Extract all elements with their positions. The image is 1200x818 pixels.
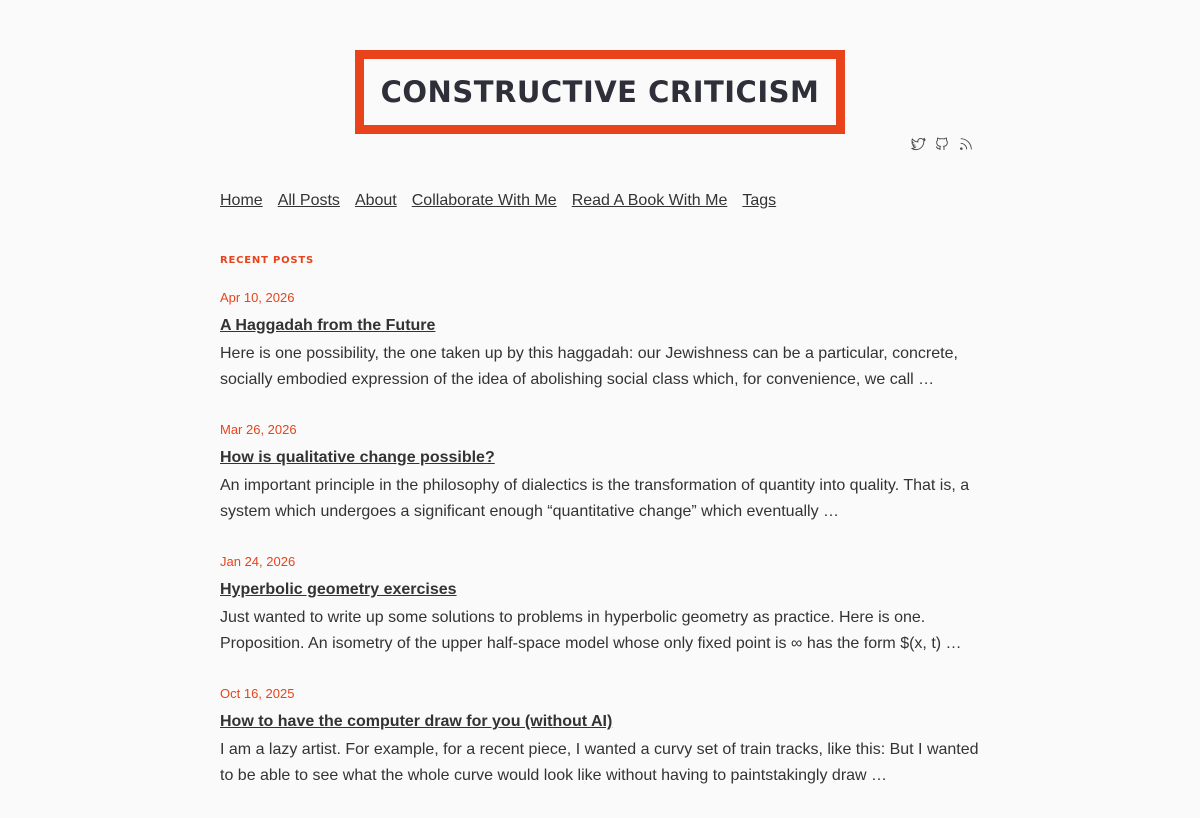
post-title-link[interactable]: A Haggadah from the Future xyxy=(220,317,436,334)
site-logo-inner xyxy=(364,59,836,125)
github-icon[interactable] xyxy=(934,135,950,153)
post-date: Mar 26, 2026 xyxy=(220,422,297,437)
post-date: Oct 16, 2025 xyxy=(220,686,295,701)
social-links xyxy=(910,135,974,153)
post-title-link[interactable]: How to have the computer draw for you (without AI) xyxy=(220,713,613,730)
post-excerpt: An important principle in the philosophy of dialectics is the transformation of quantity into quality. That is, a system which undergoes a significant enough “quantitative change” which eventually … xyxy=(220,477,970,520)
rss-icon[interactable] xyxy=(958,135,974,153)
post-title-link[interactable]: How is qualitative change possible? xyxy=(220,449,495,466)
post-item xyxy=(220,422,990,554)
post-item xyxy=(220,554,990,686)
post-title-link[interactable]: Hyperbolic geometry exercises xyxy=(220,581,457,598)
post-item xyxy=(220,290,990,422)
post-date: Jan 24, 2026 xyxy=(220,554,296,569)
nav-item-collaborate[interactable]: Collaborate With Me xyxy=(411,192,557,209)
site-logo[interactable] xyxy=(355,50,845,134)
nav-item-home[interactable]: Home xyxy=(220,192,263,209)
post-excerpt: I am a lazy artist. For example, for a recent piece, I wanted a curvy set of train tracks, like this: But I wanted to be able to see what the whole curve would look like without having to paintstakingly draw … xyxy=(220,741,979,784)
post-excerpt: Just wanted to write up some solutions to problems in hyperbolic geometry as practice. Here is one. Proposition. An isometry of the upper half-space model whose only fixed point is ∞ has the form $(x, t) … xyxy=(220,609,962,652)
recent-posts-heading: RECENT POSTS xyxy=(220,255,315,266)
nav-item-read-a-book[interactable]: Read A Book With Me xyxy=(571,192,728,209)
main-nav xyxy=(220,192,776,210)
twitter-icon[interactable] xyxy=(910,135,926,153)
nav-item-all-posts[interactable]: All Posts xyxy=(277,192,340,209)
post-excerpt: Here is one possibility, the one taken up by this haggadah: our Jewishness can be a particular, concrete, socially embodied expression of the idea of abolishing social class which, for convenience, we call … xyxy=(220,345,958,388)
nav-item-about[interactable]: About xyxy=(354,192,397,209)
nav-item-tags[interactable]: Tags xyxy=(742,192,777,209)
site-title: CONSTRUCTIVE CRITICISM xyxy=(380,75,820,109)
post-list xyxy=(220,290,990,818)
post-date: Apr 10, 2026 xyxy=(220,290,295,305)
post-item xyxy=(220,686,990,818)
